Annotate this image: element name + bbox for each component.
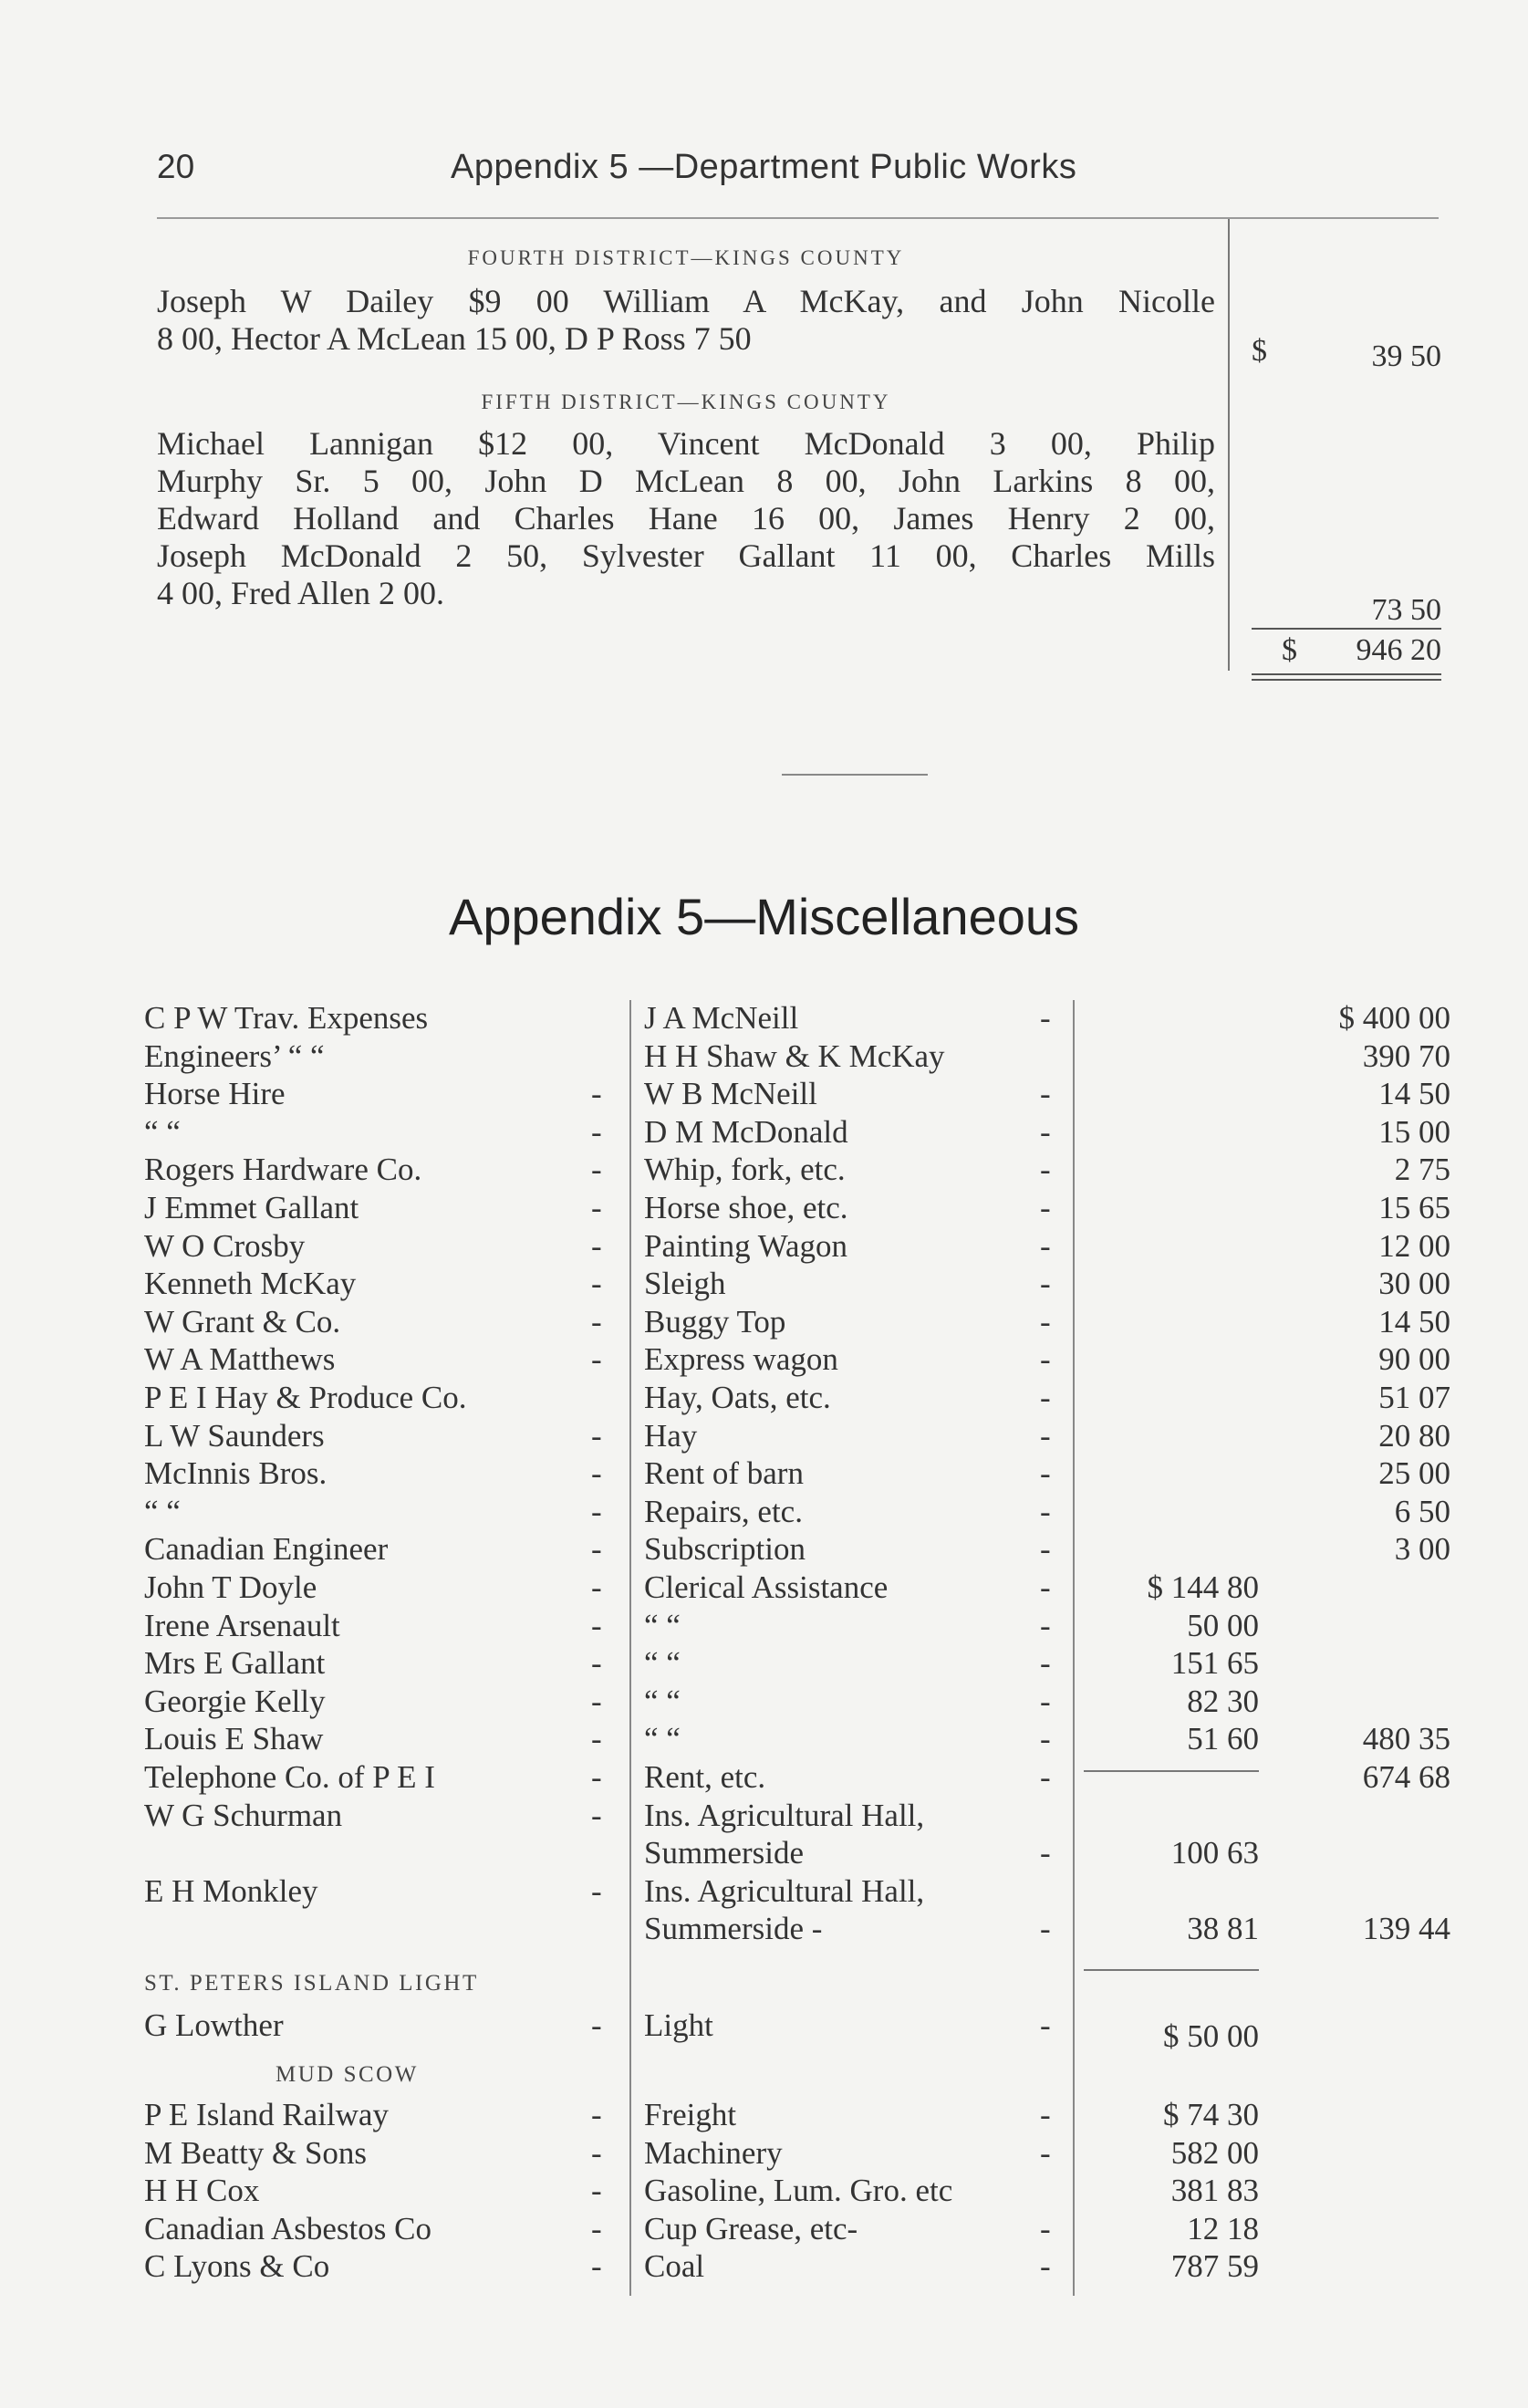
- leader-dash: -: [1040, 1417, 1051, 1454]
- item: Ins. Agricultural Hall,: [644, 1872, 925, 1909]
- table-row: [0, 1494, 1528, 1532]
- total-amount: 6 50: [1394, 1493, 1450, 1529]
- item: Horse shoe, etc.: [644, 1190, 848, 1225]
- subtotal: 381 83: [1170, 2173, 1259, 2209]
- running-header: [157, 148, 1452, 193]
- subtotal: $ 74 30: [1163, 2097, 1259, 2132]
- section-heading: MUD SCOW: [275, 2062, 419, 2087]
- leader-dash: -: [591, 2248, 602, 2285]
- fifth-district: [157, 391, 1215, 612]
- table-row: [0, 1531, 1528, 1569]
- total-amount: 14 50: [1378, 1303, 1450, 1340]
- table-row: [0, 1076, 1528, 1114]
- leader-dash: -: [1040, 2134, 1051, 2171]
- item: “ “: [644, 1607, 681, 1643]
- total-amount: 51 07: [1378, 1380, 1450, 1415]
- table-row: [0, 1038, 1528, 1077]
- leader-dash: -: [1040, 1607, 1051, 1643]
- leader-dash: -: [591, 1455, 602, 1492]
- subtotal: 787 59: [1170, 2248, 1259, 2285]
- leader-dash: -: [591, 1417, 602, 1454]
- payee: Rogers Hardware Co.: [144, 1152, 422, 1188]
- leader-dash: -: [1040, 2007, 1051, 2043]
- item: Sleigh: [644, 1266, 726, 1302]
- table-row: [0, 1569, 1528, 1608]
- district-line: Murphy Sr. 5 00, John D McLean 8 00, John Larkins 8 00,: [157, 463, 1215, 499]
- table-row: [0, 1190, 1528, 1228]
- leader-dash: -: [1040, 1266, 1051, 1302]
- table-row: [0, 1380, 1528, 1418]
- payee: Georgie Kelly: [144, 1683, 326, 1719]
- leader-dash: -: [591, 1190, 602, 1225]
- item: Summerside -: [644, 1911, 823, 1947]
- item: Clerical Assistance: [644, 1569, 889, 1605]
- payee: C Lyons & Co: [144, 2248, 330, 2285]
- header-rule: [157, 217, 1439, 219]
- payee: Louis E Shaw: [144, 1721, 324, 1757]
- subtotal: 51 60: [1187, 1721, 1259, 1757]
- leader-dash: -: [1040, 1152, 1051, 1188]
- leader-dash: -: [591, 1797, 602, 1833]
- payee: P E I Hay & Produce Co.: [144, 1380, 467, 1415]
- total-amount: $ 400 00: [1338, 1000, 1450, 1036]
- table-row: [0, 1418, 1528, 1456]
- subtotal: $ 144 80: [1147, 1569, 1259, 1605]
- payee: Canadian Asbestos Co: [144, 2210, 431, 2246]
- leader-dash: -: [591, 1113, 602, 1150]
- item: Cup Grease, etc-: [644, 2210, 858, 2246]
- item: Summerside: [644, 1835, 804, 1871]
- item: H H Shaw & K McKay: [644, 1037, 945, 1074]
- double-rule: [1252, 679, 1441, 681]
- district-heading: FIFTH DISTRICT—KINGS COUNTY: [481, 391, 891, 413]
- table-row: [0, 1798, 1528, 1836]
- item: Whip, fork, etc.: [644, 1152, 846, 1188]
- subtotal: 38 81: [1187, 1911, 1259, 1947]
- leader-dash: -: [591, 1266, 602, 1302]
- sum-rule: [1252, 628, 1441, 630]
- table-row: [0, 1266, 1528, 1304]
- leader-dash: -: [1040, 2097, 1051, 2132]
- district-amount: 73 50: [1371, 593, 1441, 627]
- leader-dash: -: [591, 2134, 602, 2171]
- payee: “ “: [144, 1493, 181, 1529]
- table-row: [0, 2248, 1528, 2287]
- leader-dash: -: [1040, 1911, 1051, 1947]
- payee: P E Island Railway: [144, 2097, 389, 2132]
- leader-dash: -: [591, 2173, 602, 2209]
- payee: McInnis Bros.: [144, 1455, 327, 1492]
- item: Gasoline, Lum. Gro. etc: [644, 2173, 953, 2209]
- item: Rent of barn: [644, 1455, 804, 1492]
- item: “ “: [644, 1683, 681, 1719]
- leader-dash: -: [591, 1493, 602, 1529]
- leader-dash: -: [1040, 1531, 1051, 1568]
- section-title: Appendix 5—Miscellaneous: [448, 888, 1080, 945]
- leader-dash: -: [591, 1607, 602, 1643]
- payee: John T Doyle: [144, 1569, 317, 1605]
- payee: W A Matthews: [144, 1341, 336, 1378]
- total-amount: 14 50: [1378, 1076, 1450, 1112]
- section-heading: ST. PETERS ISLAND LIGHT: [144, 1971, 479, 1996]
- total-amount: 480 35: [1362, 1721, 1450, 1757]
- leader-dash: -: [591, 1076, 602, 1112]
- subtotal-rule: [1084, 1969, 1259, 1971]
- district-line: Edward Holland and Charles Hane 16 00, James Henry 2 00,: [157, 500, 1215, 537]
- payee: “ “: [144, 1113, 181, 1150]
- table-row: [0, 2135, 1528, 2173]
- total-amount: 12 00: [1378, 1227, 1450, 1264]
- leader-dash: -: [1040, 2210, 1051, 2246]
- item: Painting Wagon: [644, 1227, 848, 1264]
- leader-dash: -: [591, 1152, 602, 1188]
- payee: J Emmet Gallant: [144, 1190, 359, 1225]
- leader-dash: -: [1040, 1645, 1051, 1682]
- item: Repairs, etc.: [644, 1493, 803, 1529]
- subtotal: 12 18: [1187, 2210, 1259, 2246]
- total-amount: 139 44: [1362, 1911, 1450, 1947]
- total-amount: 3 00: [1394, 1531, 1450, 1568]
- table-row: [0, 2211, 1528, 2249]
- section-divider: [782, 774, 928, 776]
- leader-dash: -: [1040, 1493, 1051, 1529]
- payee: M Beatty & Sons: [144, 2134, 368, 2171]
- leader-dash: -: [591, 1759, 602, 1795]
- table-row: [0, 1608, 1528, 1646]
- leader-dash: -: [591, 1721, 602, 1757]
- table-row: [0, 1873, 1528, 1912]
- item: Hay, Oats, etc.: [644, 1380, 831, 1415]
- district-line: Joseph McDonald 2 50, Sylvester Gallant 11 00, Charles Mills: [157, 537, 1215, 574]
- payee: W Grant & Co.: [144, 1303, 341, 1340]
- leader-dash: -: [1040, 1683, 1051, 1719]
- leader-dash: -: [591, 1341, 602, 1378]
- leader-dash: -: [1040, 1341, 1051, 1378]
- item: “ “: [644, 1721, 681, 1757]
- leader-dash: -: [1040, 1380, 1051, 1415]
- payee: Canadian Engineer: [144, 1531, 389, 1568]
- table-row: [0, 1835, 1528, 1873]
- leader-dash: -: [591, 2097, 602, 2132]
- district-line: 8 00, Hector A McLean 15 00, D P Ross 7 50: [157, 320, 752, 357]
- table-row: [0, 1152, 1528, 1190]
- column-rule: [1228, 219, 1230, 671]
- leader-dash: -: [1040, 1721, 1051, 1757]
- item: Coal: [644, 2248, 705, 2285]
- item: Rent, etc.: [644, 1759, 766, 1795]
- leader-dash: -: [591, 1645, 602, 1682]
- payee: H H Cox: [144, 2173, 260, 2209]
- total-amount: 15 65: [1378, 1190, 1450, 1225]
- table-row: [0, 1645, 1528, 1684]
- table-row: [0, 1341, 1528, 1380]
- leader-dash: -: [591, 2210, 602, 2246]
- leader-dash: -: [1040, 1227, 1051, 1264]
- total-amount: 15 00: [1378, 1113, 1450, 1150]
- subtotal: $ 50 00: [1163, 2018, 1259, 2054]
- subtotal: 50 00: [1187, 1607, 1259, 1643]
- table-row: [0, 2173, 1528, 2211]
- total-amount: 20 80: [1378, 1417, 1450, 1454]
- payee: Irene Arsenault: [144, 1607, 340, 1643]
- leader-dash: -: [1040, 1835, 1051, 1871]
- total-amount: 90 00: [1378, 1341, 1450, 1378]
- subtotal: 151 65: [1170, 1645, 1259, 1682]
- leader-dash: -: [591, 1227, 602, 1264]
- total-amount: 30 00: [1378, 1266, 1450, 1302]
- fourth-district: [157, 246, 1215, 358]
- table-row: [0, 1684, 1528, 1722]
- subtotal: 582 00: [1170, 2134, 1259, 2171]
- payee: W O Crosby: [144, 1227, 306, 1264]
- district-line: 4 00, Fred Allen 2 00.: [157, 575, 444, 611]
- table-row: [0, 1000, 1528, 1038]
- table-row: [0, 1304, 1528, 1342]
- payee: Mrs E Gallant: [144, 1645, 326, 1682]
- payee: Kenneth McKay: [144, 1266, 357, 1302]
- item: “ “: [644, 1645, 681, 1682]
- currency-sign: $: [1282, 633, 1297, 667]
- table-row: [0, 1911, 1528, 1949]
- payee: Horse Hire: [144, 1076, 286, 1112]
- leader-dash: -: [1040, 1076, 1051, 1112]
- district-line: Michael Lannigan $12 00, Vincent McDonald 3 00, Philip: [157, 425, 1215, 462]
- total-amount: 25 00: [1378, 1455, 1450, 1492]
- leader-dash: -: [1040, 1569, 1051, 1605]
- grand-total: 946 20: [1356, 633, 1441, 667]
- item: J A McNeill: [644, 1000, 799, 1036]
- page-number: 20: [157, 148, 195, 185]
- table-row: [0, 1228, 1528, 1267]
- table-row: [0, 1455, 1528, 1494]
- payee: Telephone Co. of P E I: [144, 1759, 435, 1795]
- item: Hay: [644, 1417, 698, 1454]
- subtotal: 100 63: [1170, 1835, 1259, 1871]
- leader-dash: -: [591, 1569, 602, 1605]
- item: Ins. Agricultural Hall,: [644, 1797, 925, 1833]
- leader-dash: -: [591, 1872, 602, 1909]
- double-rule: [1252, 673, 1441, 675]
- payee: W G Schurman: [144, 1797, 343, 1833]
- payee: G Lowther: [144, 2007, 284, 2043]
- payee: L W Saunders: [144, 1417, 325, 1454]
- leader-dash: -: [591, 2007, 602, 2043]
- leader-dash: -: [591, 1683, 602, 1719]
- leader-dash: -: [1040, 1190, 1051, 1225]
- table-row: [0, 1759, 1528, 1798]
- district-heading: FOURTH DISTRICT—KINGS COUNTY: [467, 246, 905, 269]
- district-line: Joseph W Dailey $9 00 William A McKay, and John Nicolle: [157, 283, 1215, 319]
- table-row: [0, 2097, 1528, 2135]
- item: Express wagon: [644, 1341, 838, 1378]
- payee: Engineers’ “ “: [144, 1037, 325, 1074]
- total-amount: 390 70: [1362, 1037, 1450, 1074]
- item: Buggy Top: [644, 1303, 786, 1340]
- table-row: [0, 1721, 1528, 1759]
- payee: E H Monkley: [144, 1872, 318, 1909]
- subtotal: 82 30: [1187, 1683, 1259, 1719]
- leader-dash: -: [1040, 1113, 1051, 1150]
- item: Machinery: [644, 2134, 783, 2171]
- item: Light: [644, 2007, 713, 2043]
- table-row: [0, 1114, 1528, 1152]
- item: D M McDonald: [644, 1113, 848, 1150]
- item: Subscription: [644, 1531, 806, 1568]
- item: W B McNeill: [644, 1076, 817, 1112]
- district-amount: 39 50: [1371, 339, 1441, 373]
- currency-sign: $: [1252, 334, 1267, 368]
- leader-dash: -: [1040, 1455, 1051, 1492]
- running-title: Appendix 5 —Department Public Works: [451, 148, 1077, 186]
- payee: C P W Trav. Expenses: [144, 1000, 429, 1036]
- total-amount: 674 68: [1362, 1759, 1450, 1795]
- leader-dash: -: [591, 1531, 602, 1568]
- leader-dash: -: [1040, 2248, 1051, 2285]
- table-row: [0, 2007, 1528, 2054]
- leader-dash: -: [591, 1303, 602, 1340]
- leader-dash: -: [1040, 1759, 1051, 1795]
- leader-dash: -: [1040, 1000, 1051, 1036]
- leader-dash: -: [1040, 1303, 1051, 1340]
- item: Freight: [644, 2097, 737, 2132]
- total-amount: 2 75: [1394, 1152, 1450, 1188]
